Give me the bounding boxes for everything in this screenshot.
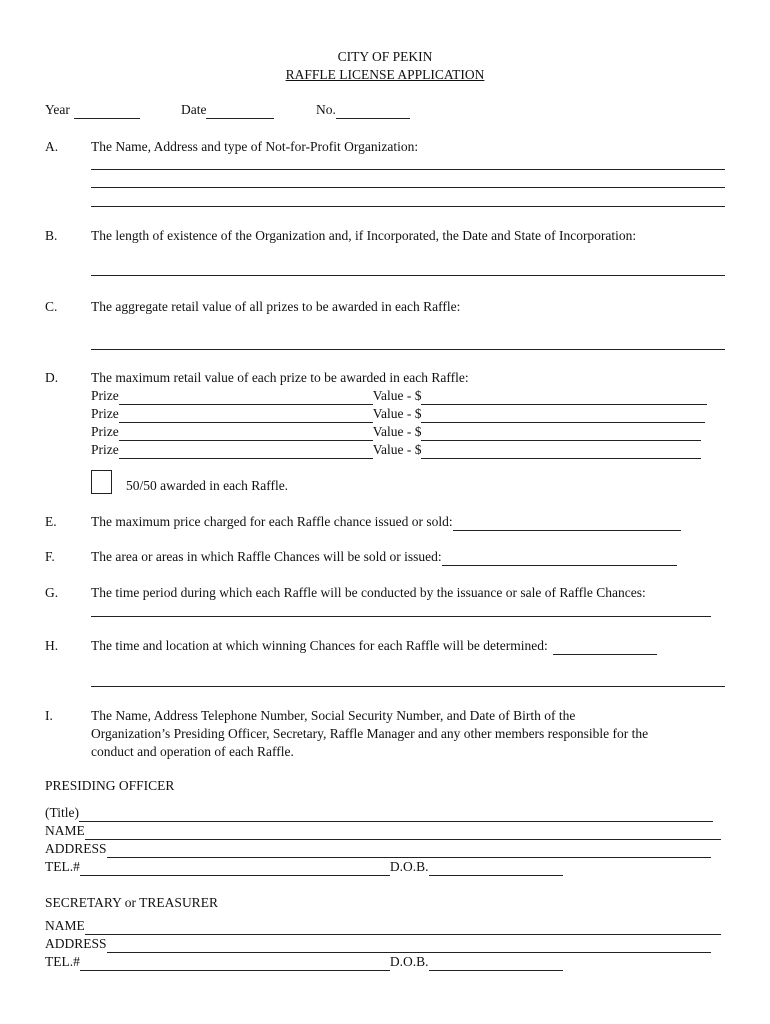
value-blank[interactable] — [421, 444, 701, 459]
prize-row-1[interactable] — [91, 387, 707, 405]
date-blank[interactable] — [206, 104, 274, 119]
officer-tel-dob-field[interactable] — [45, 858, 563, 876]
officer-tel-label: TEL.# — [45, 859, 80, 874]
value-label: Value - $ — [372, 388, 422, 403]
officer-title-label: (Title) — [45, 805, 80, 820]
secretary-dob-blank[interactable] — [429, 956, 563, 971]
secretary-tel-blank[interactable] — [80, 956, 390, 971]
secretary-name-field[interactable] — [45, 917, 721, 935]
prize-blank[interactable] — [119, 444, 373, 459]
presiding-officer-heading: PRESIDING OFFICER — [45, 778, 175, 793]
section-i-line-3: conduct and operation of each Raffle. — [91, 744, 294, 759]
section-f-question: The area or areas in which Raffle Chances will be sold or issued: — [91, 549, 442, 564]
section-h-letter: H. — [45, 638, 59, 653]
section-f-field[interactable] — [91, 548, 677, 566]
prize-label: Prize — [91, 442, 119, 457]
value-label: Value - $ — [372, 442, 422, 457]
section-d-letter: D. — [45, 370, 59, 385]
secretary-address-label: ADDRESS — [45, 936, 107, 951]
section-a-letter: A. — [45, 139, 59, 154]
section-c-letter: C. — [45, 299, 58, 314]
section-i-line-1: The Name, Address Telephone Number, Social Security Number, and Date of Birth of the — [91, 708, 576, 723]
officer-address-blank[interactable] — [107, 843, 711, 858]
section-a-line-2[interactable] — [91, 187, 725, 188]
section-e-question: The maximum price charged for each Raffle chance issued or sold: — [91, 514, 453, 529]
section-g-line[interactable] — [91, 616, 711, 617]
section-b-letter: B. — [45, 228, 58, 243]
number-blank[interactable] — [336, 104, 410, 119]
number-label: No. — [316, 102, 336, 117]
section-h-field[interactable] — [91, 637, 657, 655]
date-label: Date — [181, 102, 207, 117]
value-blank[interactable] — [421, 426, 701, 441]
prize-row-4[interactable] — [91, 441, 701, 459]
prize-blank[interactable] — [119, 390, 373, 405]
secretary-tel-dob-field[interactable] — [45, 953, 563, 971]
section-h-blank[interactable] — [553, 640, 657, 655]
secretary-address-blank[interactable] — [107, 938, 711, 953]
form-title: RAFFLE LICENSE APPLICATION — [285, 67, 485, 82]
section-c-line[interactable] — [91, 349, 725, 350]
officer-title-blank[interactable] — [79, 807, 713, 822]
secretary-dob-label: D.O.B. — [389, 954, 429, 969]
section-i-letter: I. — [45, 708, 53, 723]
secretary-address-field[interactable] — [45, 935, 711, 953]
prize-label: Prize — [91, 406, 119, 421]
section-a-question: The Name, Address and type of Not-for-Profit Organization: — [91, 139, 419, 154]
officer-tel-blank[interactable] — [80, 861, 390, 876]
date-field[interactable] — [181, 101, 274, 119]
year-field[interactable] — [45, 101, 140, 119]
year-label: Year — [45, 102, 70, 117]
year-blank[interactable] — [74, 104, 140, 119]
section-a-line-1[interactable] — [91, 169, 725, 170]
section-e-blank[interactable] — [453, 516, 681, 531]
secretary-heading: SECRETARY or TREASURER — [45, 895, 218, 910]
value-label: Value - $ — [372, 406, 422, 421]
section-e-field[interactable] — [91, 513, 681, 531]
officer-name-blank[interactable] — [85, 825, 721, 840]
section-e-letter: E. — [45, 514, 57, 529]
section-f-letter: F. — [45, 549, 55, 564]
section-h-line[interactable] — [91, 686, 725, 687]
value-blank[interactable] — [421, 408, 705, 423]
section-d-question: The maximum retail value of each prize to be awarded in each Raffle: — [91, 370, 469, 385]
fifty-fifty-checkbox[interactable] — [91, 470, 112, 494]
prize-row-2[interactable] — [91, 405, 705, 423]
fifty-fifty-label: 50/50 awarded in each Raffle. — [126, 478, 289, 493]
prize-label: Prize — [91, 424, 119, 439]
prize-label: Prize — [91, 388, 119, 403]
officer-dob-label: D.O.B. — [389, 859, 429, 874]
officer-title-field[interactable] — [45, 804, 713, 822]
value-label: Value - $ — [372, 424, 422, 439]
number-field[interactable] — [316, 101, 410, 119]
officer-address-field[interactable] — [45, 840, 711, 858]
officer-address-label: ADDRESS — [45, 841, 107, 856]
section-f-blank[interactable] — [442, 551, 677, 566]
section-g-letter: G. — [45, 585, 59, 600]
section-h-question: The time and location at which winning Chances for each Raffle will be determined: — [91, 638, 548, 653]
prize-blank[interactable] — [119, 426, 373, 441]
section-b-line[interactable] — [91, 275, 725, 276]
officer-name-label: NAME — [45, 823, 85, 838]
secretary-tel-label: TEL.# — [45, 954, 80, 969]
city-heading: CITY OF PEKIN — [337, 49, 433, 64]
section-c-question: The aggregate retail value of all prizes to be awarded in each Raffle: — [91, 299, 461, 314]
section-a-line-3[interactable] — [91, 206, 725, 207]
officer-dob-blank[interactable] — [429, 861, 563, 876]
section-g-question: The time period during which each Raffle will be conducted by the issuance or sale of Raffle Chances: — [91, 585, 646, 600]
officer-name-field[interactable] — [45, 822, 721, 840]
secretary-name-blank[interactable] — [85, 920, 721, 935]
section-i-line-2: Organization’s Presiding Officer, Secretary, Raffle Manager and any other members responsible for the — [91, 726, 649, 741]
prize-row-3[interactable] — [91, 423, 701, 441]
value-blank[interactable] — [421, 390, 707, 405]
secretary-name-label: NAME — [45, 918, 85, 933]
prize-blank[interactable] — [119, 408, 373, 423]
section-b-question: The length of existence of the Organization and, if Incorporated, the Date and State of Incorporation: — [91, 228, 637, 243]
